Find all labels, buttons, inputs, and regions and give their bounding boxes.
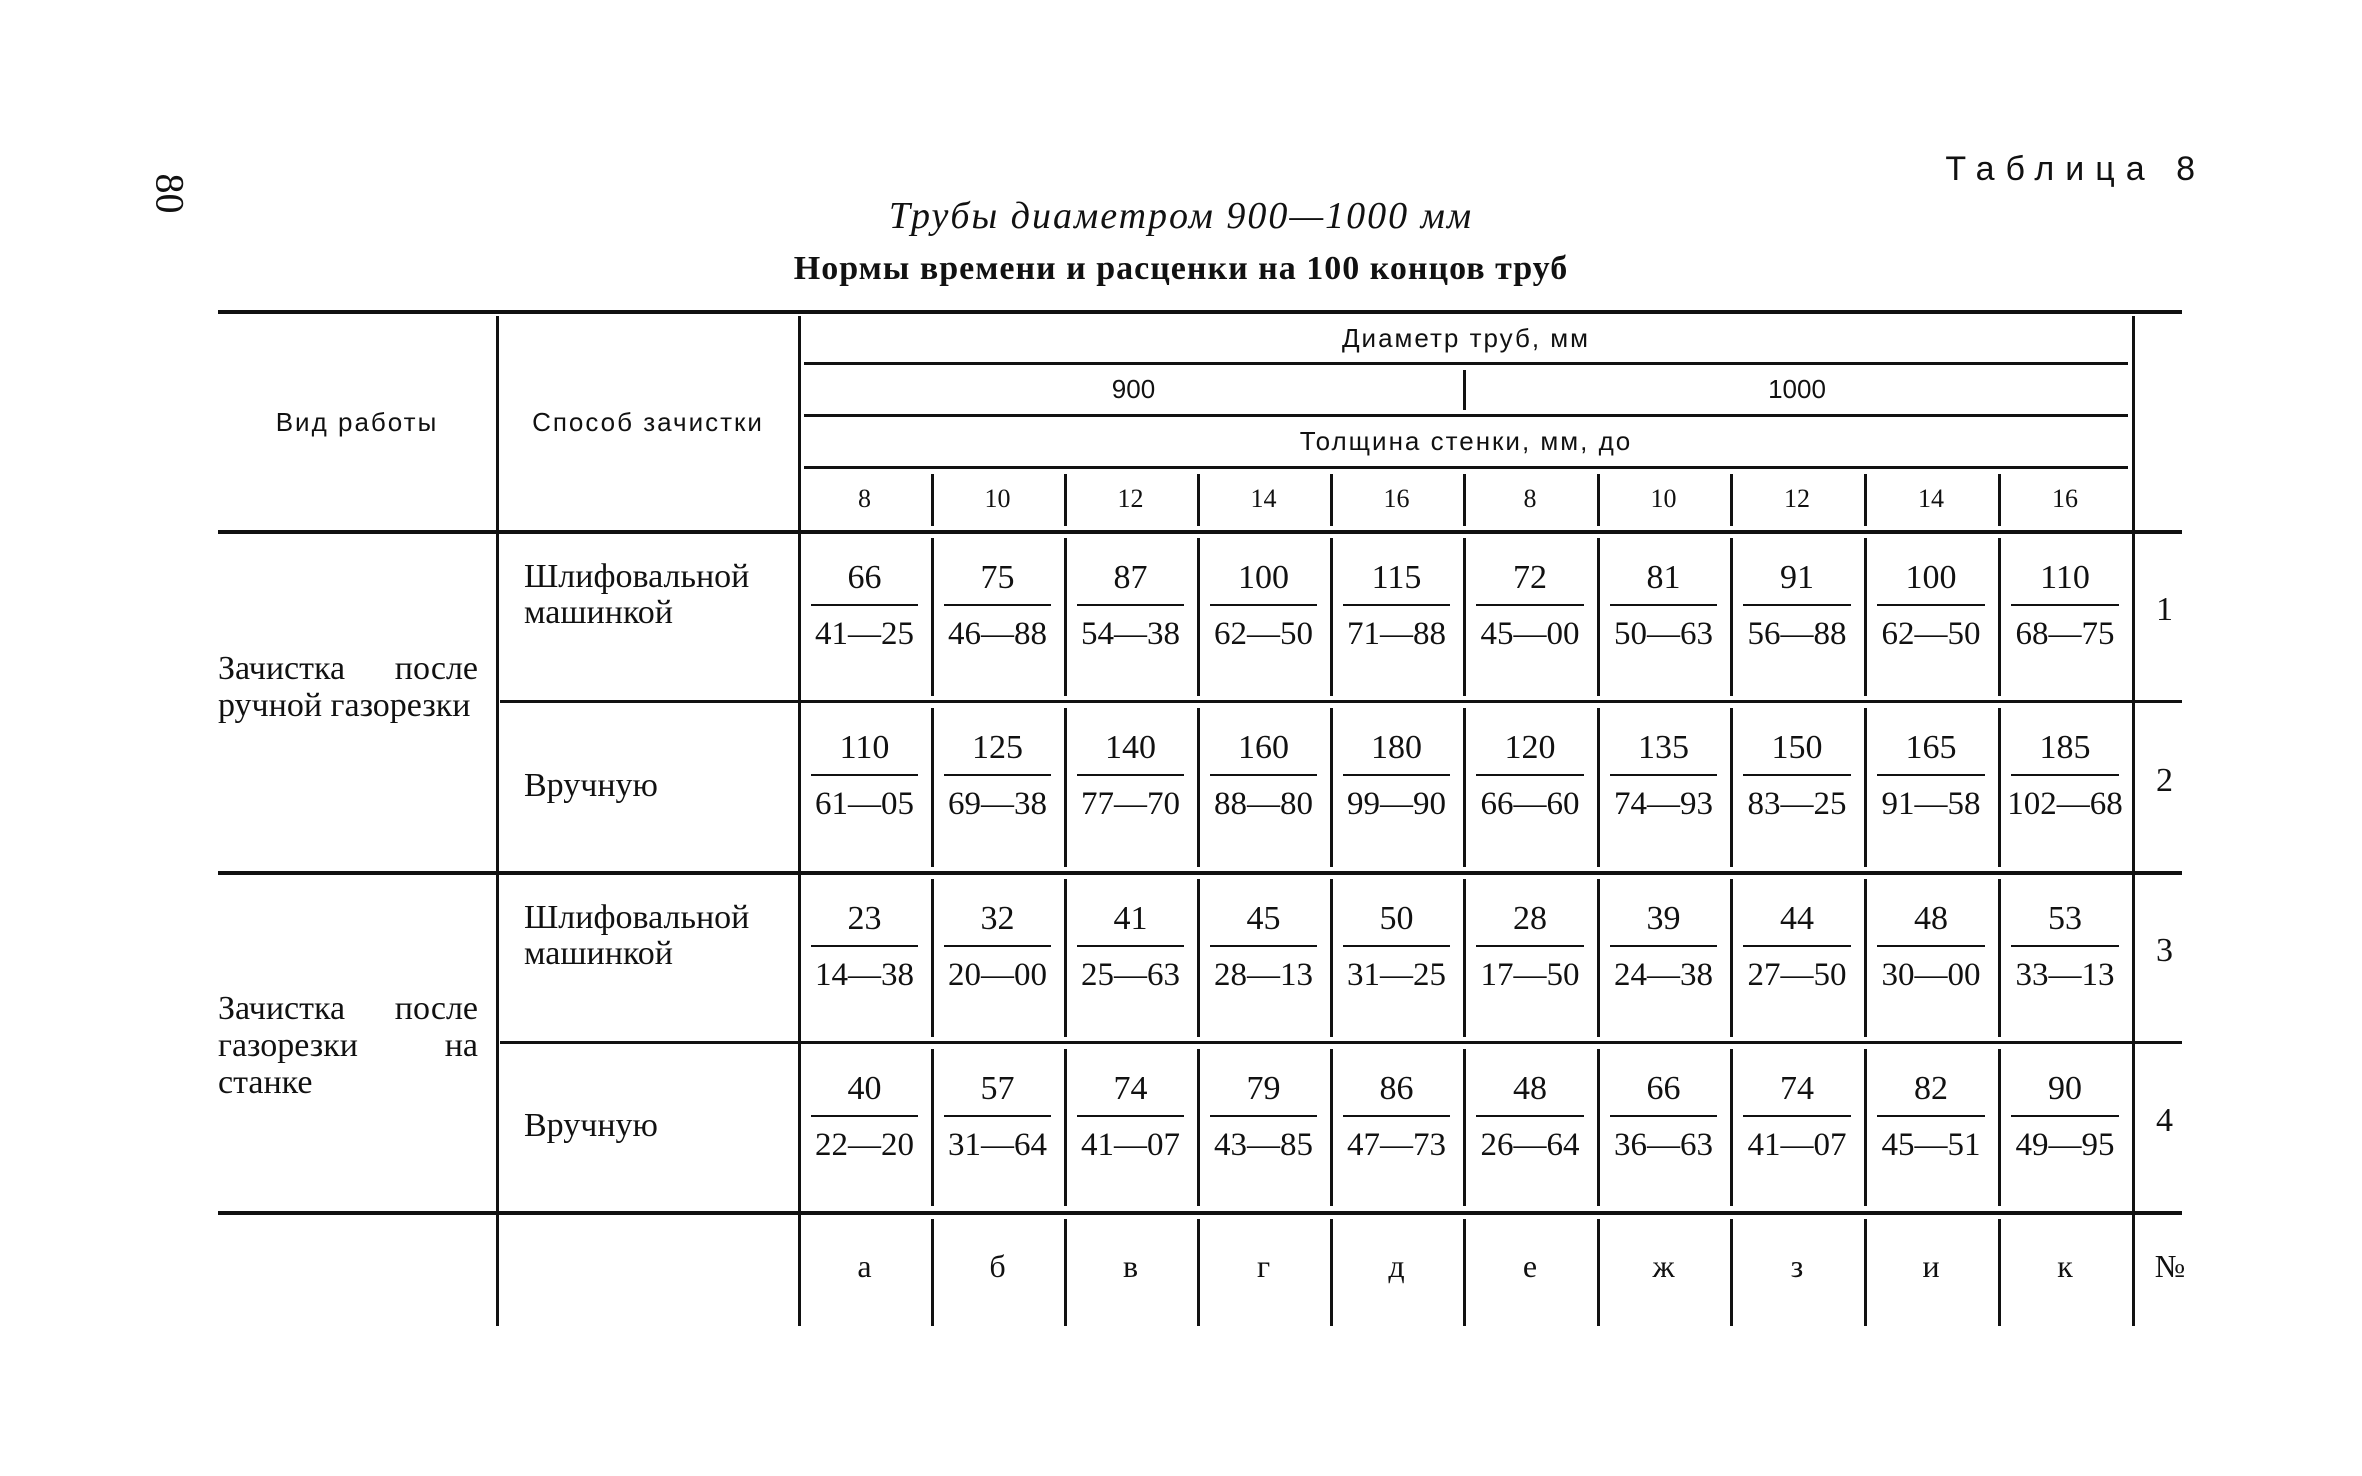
norm-cell bbox=[1330, 1069, 1463, 1165]
fraction-bar bbox=[1877, 604, 1985, 606]
rate-value: 26—64 bbox=[1480, 1127, 1580, 1163]
method-label: Шлифовальной машинкой bbox=[524, 899, 750, 972]
fraction-bar bbox=[1343, 945, 1450, 947]
fraction-bar bbox=[1610, 1115, 1717, 1117]
rate-value: 36—63 bbox=[1614, 1127, 1713, 1163]
fraction-bar bbox=[1610, 604, 1717, 606]
rate-value: 71—88 bbox=[1347, 616, 1446, 652]
table-title: Нормы времени и расценки на 100 концов труб bbox=[793, 250, 1569, 287]
norm-cell bbox=[1463, 728, 1597, 824]
rate-value: 50—63 bbox=[1614, 616, 1713, 652]
time-norm: 90 bbox=[2048, 1070, 2082, 1107]
fraction-bar bbox=[944, 604, 1051, 606]
time-norm: 40 bbox=[847, 1070, 882, 1107]
norm-cell bbox=[1197, 899, 1330, 995]
norm-cell bbox=[798, 1069, 931, 1165]
norm-cell bbox=[1597, 558, 1730, 654]
rate-value: 66—60 bbox=[1480, 786, 1580, 822]
header-diameter-1000: 1000 bbox=[1768, 373, 1826, 404]
row-number: 3 bbox=[2156, 932, 2173, 969]
norm-cell bbox=[931, 1069, 1064, 1165]
fraction-bar bbox=[1476, 774, 1584, 776]
column-letter: б bbox=[989, 1248, 1006, 1284]
time-norm: 28 bbox=[1513, 900, 1547, 937]
fraction-bar bbox=[1743, 1115, 1851, 1117]
fraction-bar bbox=[2011, 774, 2119, 776]
thickness-label: 14 bbox=[1918, 484, 1944, 513]
rate-value: 41—25 bbox=[815, 616, 914, 652]
rate-value: 46—88 bbox=[948, 616, 1047, 652]
norm-cell bbox=[1330, 558, 1463, 654]
work-type-label: Зачистка после газорезки на станке bbox=[218, 990, 478, 1101]
fraction-bar bbox=[944, 774, 1051, 776]
thickness-label: 8 bbox=[1523, 484, 1537, 513]
norm-cell bbox=[1197, 728, 1330, 824]
rate-value: 83—25 bbox=[1747, 786, 1847, 822]
fraction-bar bbox=[1210, 774, 1317, 776]
time-norm: 41 bbox=[1113, 900, 1148, 937]
rate-value: 43—85 bbox=[1214, 1127, 1313, 1163]
time-norm: 79 bbox=[1246, 1070, 1281, 1107]
time-norm: 57 bbox=[980, 1070, 1015, 1107]
rate-value: 74—93 bbox=[1614, 786, 1713, 822]
header-diameter: Диаметр труб, мм bbox=[1341, 322, 1591, 353]
rate-value: 14—38 bbox=[815, 957, 914, 993]
header-bottom-rule bbox=[218, 530, 2182, 534]
norm-cell bbox=[1730, 558, 1864, 654]
time-norm: 39 bbox=[1646, 900, 1681, 937]
norm-cell bbox=[1197, 1069, 1330, 1165]
column-letter: и bbox=[1922, 1248, 1940, 1284]
fraction-bar bbox=[811, 1115, 918, 1117]
column-letter: а bbox=[857, 1248, 872, 1284]
thickness-label: 16 bbox=[2052, 484, 2078, 513]
method-col-rule bbox=[496, 316, 499, 1326]
group-divider bbox=[218, 871, 2182, 875]
rate-value: 49—95 bbox=[2015, 1127, 2115, 1163]
rate-value: 31—64 bbox=[948, 1127, 1047, 1163]
fraction-bar bbox=[1877, 945, 1985, 947]
column-letter: к bbox=[2057, 1248, 2073, 1284]
fraction-bar bbox=[1877, 774, 1985, 776]
time-norm: 74 bbox=[1780, 1070, 1814, 1107]
norm-cell bbox=[798, 728, 931, 824]
fraction-bar bbox=[944, 945, 1051, 947]
time-norm: 110 bbox=[839, 729, 890, 766]
time-norm: 86 bbox=[1379, 1070, 1414, 1107]
time-norm: 185 bbox=[2039, 729, 2091, 766]
header-work-type: Вид работы bbox=[275, 406, 439, 437]
time-norm: 140 bbox=[1105, 729, 1156, 766]
norm-cell bbox=[931, 728, 1064, 824]
norm-cell bbox=[798, 899, 931, 995]
rate-value: 88—80 bbox=[1214, 786, 1313, 822]
time-norm: 160 bbox=[1238, 729, 1289, 766]
rate-value: 62—50 bbox=[1881, 616, 1981, 652]
fraction-bar bbox=[811, 945, 918, 947]
table-body-bottom-rule bbox=[218, 1211, 2182, 1215]
fraction-bar bbox=[1210, 945, 1317, 947]
method-label: Вручную bbox=[524, 766, 658, 804]
time-norm: 180 bbox=[1371, 729, 1422, 766]
rate-value: 45—51 bbox=[1881, 1127, 1981, 1163]
thickness-label: 10 bbox=[984, 484, 1011, 513]
method-label: Вручную bbox=[524, 1106, 658, 1144]
table-subtitle: Трубы диаметром 900—1000 мм bbox=[888, 195, 1474, 237]
num-col-rule bbox=[2132, 316, 2135, 1326]
header-method: Способ зачистки bbox=[532, 406, 764, 437]
thickness-label: 14 bbox=[1250, 484, 1277, 513]
fraction-bar bbox=[1476, 604, 1584, 606]
norm-cell bbox=[1064, 558, 1197, 654]
rate-value: 22—20 bbox=[815, 1127, 914, 1163]
fraction-bar bbox=[2011, 604, 2119, 606]
fraction-bar bbox=[1743, 945, 1851, 947]
norm-cell bbox=[931, 899, 1064, 995]
row-number: 2 bbox=[2156, 761, 2173, 799]
fraction-bar bbox=[1877, 1115, 1985, 1117]
row-number: 4 bbox=[2156, 1101, 2173, 1139]
fraction-bar bbox=[811, 774, 918, 776]
time-norm: 81 bbox=[1646, 559, 1681, 596]
norm-cell bbox=[1864, 1069, 1998, 1165]
rate-value: 20—00 bbox=[948, 957, 1047, 993]
row-divider bbox=[500, 1041, 2182, 1044]
column-letter: е bbox=[1522, 1248, 1538, 1284]
time-norm: 110 bbox=[2040, 559, 2090, 596]
norm-cell bbox=[1998, 899, 2132, 995]
work-type-label: Зачистка после ручной газорезки bbox=[218, 650, 478, 724]
rate-value: 54—38 bbox=[1081, 616, 1180, 652]
time-norm: 100 bbox=[1905, 559, 1957, 596]
norm-cell bbox=[1998, 558, 2132, 654]
time-norm: 44 bbox=[1780, 900, 1814, 937]
page-number: 80 bbox=[147, 173, 193, 214]
rate-value: 62—50 bbox=[1214, 616, 1313, 652]
norm-cell bbox=[1463, 899, 1597, 995]
rate-value: 27—50 bbox=[1747, 957, 1847, 993]
time-norm: 87 bbox=[1113, 559, 1148, 596]
column-letter: в bbox=[1122, 1248, 1139, 1284]
rate-value: 56—88 bbox=[1747, 616, 1847, 652]
diameter-rule bbox=[804, 362, 2128, 365]
norm-cell bbox=[1064, 899, 1197, 995]
norm-cell bbox=[798, 558, 931, 654]
rate-value: 17—50 bbox=[1480, 957, 1580, 993]
norm-cell bbox=[1998, 1069, 2132, 1165]
fraction-bar bbox=[1077, 1115, 1184, 1117]
norm-cell bbox=[1064, 1069, 1197, 1165]
thickness-label: 16 bbox=[1383, 484, 1410, 513]
rate-value: 91—58 bbox=[1881, 786, 1981, 822]
time-norm: 66 bbox=[1646, 1070, 1681, 1107]
fraction-bar bbox=[944, 1115, 1051, 1117]
rate-value: 41—07 bbox=[1081, 1127, 1180, 1163]
rate-value: 68—75 bbox=[2015, 616, 2115, 652]
norm-cell bbox=[1330, 728, 1463, 824]
fraction-bar bbox=[1077, 774, 1184, 776]
fraction-bar bbox=[1210, 604, 1317, 606]
column-letter: з bbox=[1790, 1248, 1804, 1284]
rate-value: 45—00 bbox=[1480, 616, 1580, 652]
fraction-bar bbox=[1077, 604, 1184, 606]
wall-rule bbox=[804, 466, 2128, 469]
method-label: Шлифовальной машинкой bbox=[524, 558, 750, 631]
norm-cell bbox=[1064, 728, 1197, 824]
time-norm: 50 bbox=[1379, 900, 1414, 937]
norm-cell bbox=[1463, 558, 1597, 654]
thickness-label: 10 bbox=[1650, 484, 1677, 513]
thickness-label: 12 bbox=[1784, 484, 1810, 513]
norm-cell bbox=[1730, 728, 1864, 824]
diam-group-rule bbox=[804, 414, 2128, 417]
time-norm: 23 bbox=[847, 900, 882, 937]
table-label: Таблица 8 bbox=[1945, 150, 2206, 188]
norm-cell bbox=[1463, 1069, 1597, 1165]
rate-value: 69—38 bbox=[948, 786, 1047, 822]
fraction-bar bbox=[1343, 774, 1450, 776]
norm-cell bbox=[1597, 728, 1730, 824]
fraction-bar bbox=[1743, 604, 1851, 606]
time-norm: 165 bbox=[1905, 729, 1957, 766]
time-norm: 48 bbox=[1513, 1070, 1547, 1107]
norm-cell bbox=[1730, 1069, 1864, 1165]
fraction-bar bbox=[1610, 774, 1717, 776]
fraction-bar bbox=[2011, 945, 2119, 947]
norm-cell bbox=[1730, 899, 1864, 995]
time-norm: 48 bbox=[1914, 900, 1948, 937]
row-divider bbox=[500, 700, 2182, 703]
time-norm: 82 bbox=[1914, 1070, 1948, 1107]
time-norm: 100 bbox=[1238, 559, 1289, 596]
rate-value: 102—68 bbox=[2007, 786, 2123, 822]
thickness-label: 8 bbox=[858, 484, 871, 513]
row-number: 1 bbox=[2156, 591, 2173, 628]
column-letter: г bbox=[1256, 1248, 1271, 1284]
fraction-bar bbox=[1343, 604, 1450, 606]
norm-cell bbox=[1998, 728, 2132, 824]
rate-value: 61—05 bbox=[815, 786, 914, 822]
norm-cell bbox=[1597, 1069, 1730, 1165]
time-norm: 75 bbox=[980, 559, 1015, 596]
fraction-bar bbox=[1210, 1115, 1317, 1117]
rate-value: 24—38 bbox=[1614, 957, 1713, 993]
norm-cell bbox=[1864, 899, 1998, 995]
rate-value: 77—70 bbox=[1081, 786, 1180, 822]
thickness-label: 12 bbox=[1117, 484, 1144, 513]
header-diameter-900: 900 bbox=[1111, 373, 1156, 404]
time-norm: 135 bbox=[1638, 729, 1689, 766]
rate-value: 33—13 bbox=[2015, 957, 2115, 993]
time-norm: 72 bbox=[1513, 559, 1547, 596]
time-norm: 120 bbox=[1504, 729, 1556, 766]
fraction-bar bbox=[1343, 1115, 1450, 1117]
norm-cell bbox=[1330, 899, 1463, 995]
header-wall-thickness: Толщина стенки, мм, до bbox=[1299, 425, 1633, 456]
row-number-header: № bbox=[2154, 1248, 2186, 1284]
rate-value: 31—25 bbox=[1347, 957, 1446, 993]
time-norm: 115 bbox=[1371, 559, 1422, 596]
fraction-bar bbox=[1743, 774, 1851, 776]
norm-cell bbox=[1864, 728, 1998, 824]
fraction-bar bbox=[1610, 945, 1717, 947]
time-norm: 53 bbox=[2048, 900, 2082, 937]
rate-value: 47—73 bbox=[1347, 1127, 1446, 1163]
fraction-bar bbox=[1476, 1115, 1584, 1117]
time-norm: 150 bbox=[1771, 729, 1823, 766]
fraction-bar bbox=[1077, 945, 1184, 947]
time-norm: 125 bbox=[972, 729, 1023, 766]
norm-cell bbox=[1597, 899, 1730, 995]
norm-cell bbox=[1197, 558, 1330, 654]
norm-cell bbox=[1864, 558, 1998, 654]
time-norm: 91 bbox=[1780, 559, 1814, 596]
column-letter: д bbox=[1388, 1248, 1405, 1284]
time-norm: 74 bbox=[1113, 1070, 1148, 1107]
rate-value: 28—13 bbox=[1214, 957, 1313, 993]
time-norm: 66 bbox=[847, 559, 882, 596]
time-norm: 32 bbox=[980, 900, 1015, 937]
time-norm: 45 bbox=[1246, 900, 1281, 937]
norm-cell bbox=[931, 558, 1064, 654]
fraction-bar bbox=[811, 604, 918, 606]
rate-value: 25—63 bbox=[1081, 957, 1180, 993]
fraction-bar bbox=[2011, 1115, 2119, 1117]
fraction-bar bbox=[1476, 945, 1584, 947]
rate-value: 99—90 bbox=[1347, 786, 1446, 822]
rate-value: 30—00 bbox=[1881, 957, 1981, 993]
column-letter: ж bbox=[1652, 1248, 1675, 1284]
rate-value: 41—07 bbox=[1747, 1127, 1847, 1163]
